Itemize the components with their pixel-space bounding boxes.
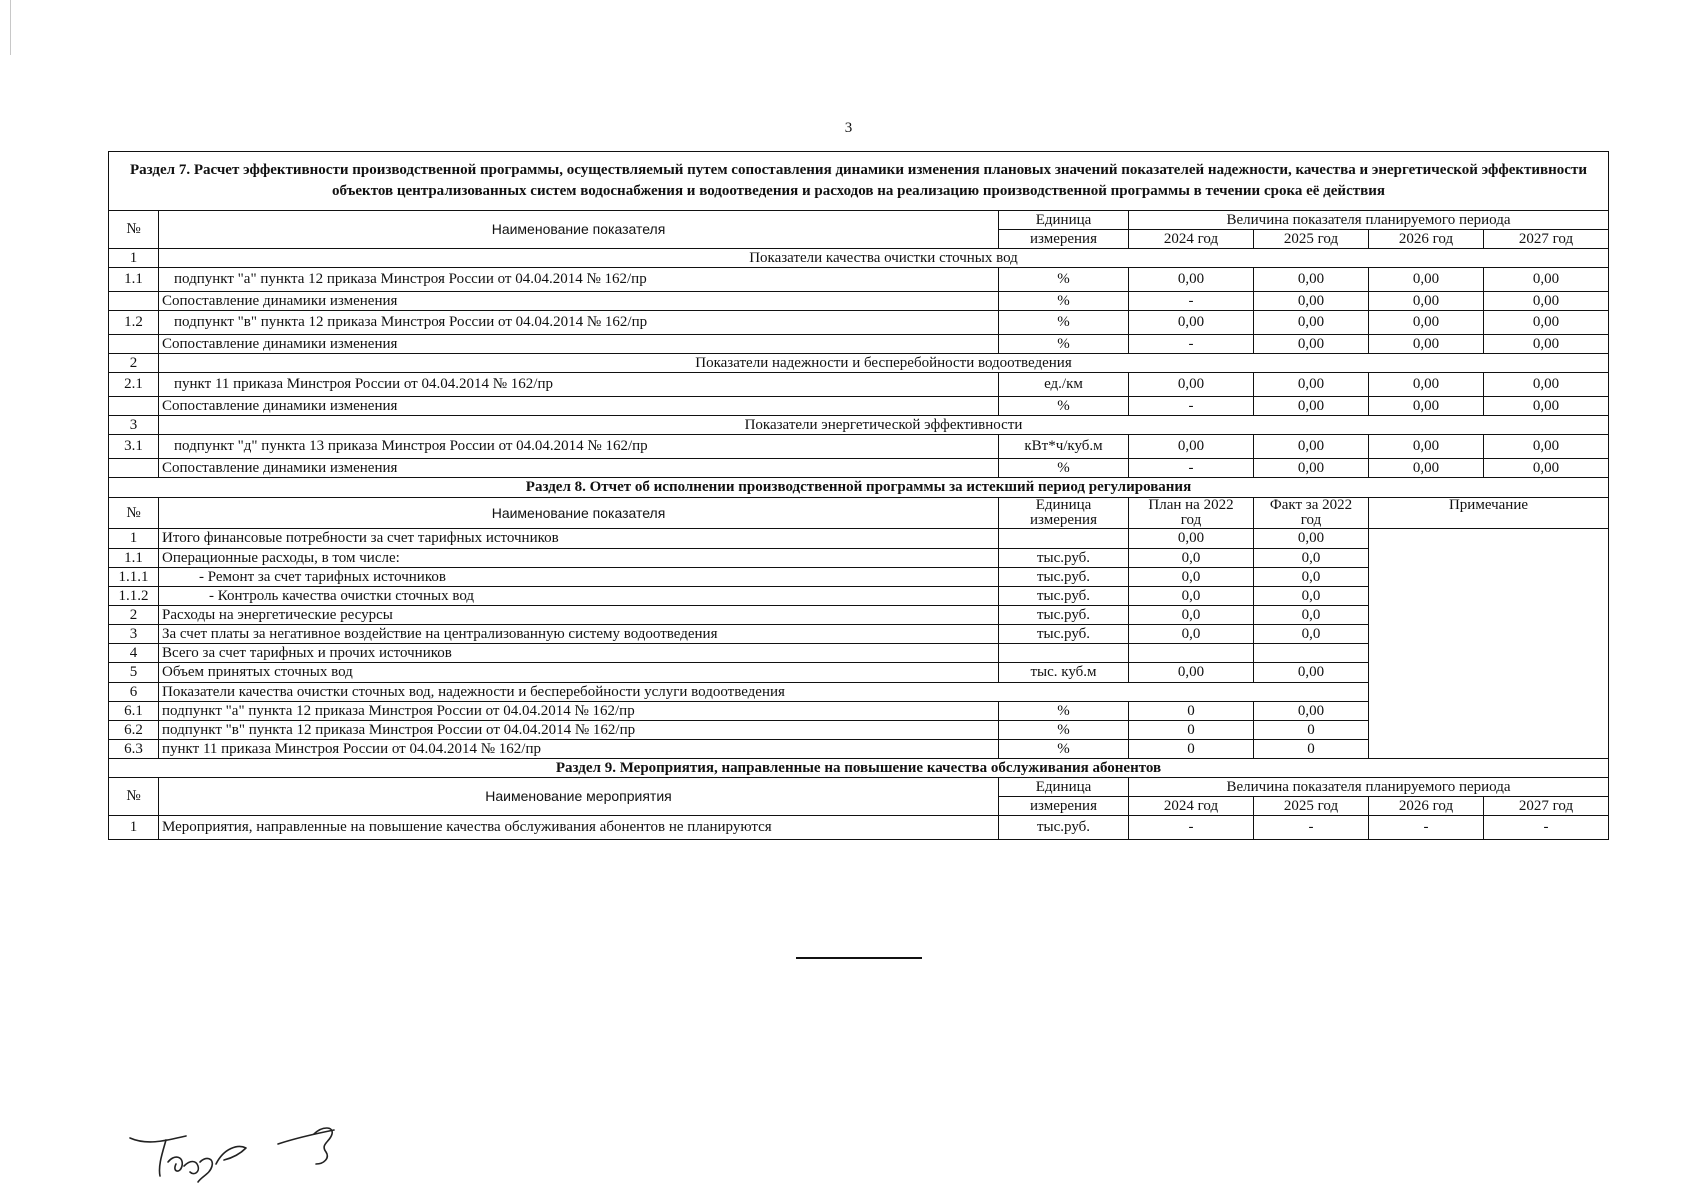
col-period-header: Величина показателя планируемого периода <box>1129 778 1609 797</box>
row-unit: тыс.руб. <box>999 606 1129 625</box>
header-line-1: План на 2022 <box>1148 497 1234 513</box>
row-label: подпункт "а" пункта 12 приказа Минстроя России от 04.04.2014 № 162/пр <box>159 268 999 292</box>
comparison-row <box>109 292 1609 311</box>
row-value: 0,00 <box>1254 292 1369 311</box>
row-value: 0,00 <box>1254 459 1369 478</box>
indicator-row <box>109 435 1609 459</box>
row-label: Показатели качества очистки сточных вод, надежности и бесперебойности услуги водоотведения <box>159 683 1369 702</box>
row-unit: % <box>999 311 1129 335</box>
row-value: - <box>1129 292 1254 311</box>
row-num: 6.2 <box>109 721 159 740</box>
row-fact: 0,00 <box>1254 529 1369 549</box>
year-header: 2027 год <box>1484 797 1609 816</box>
row-value: - <box>1129 459 1254 478</box>
row-label: Сопоставление динамики изменения <box>159 292 999 311</box>
row-plan: 0,0 <box>1129 606 1254 625</box>
row-num: 5 <box>109 663 159 683</box>
row-value: 0,00 <box>1369 373 1484 397</box>
row-unit: % <box>999 268 1129 292</box>
row-num: 3.1 <box>109 435 159 459</box>
report-row <box>109 529 1609 549</box>
row-label: подпункт "а" пункта 12 приказа Минстроя России от 04.04.2014 № 162/пр <box>159 702 999 721</box>
row-label: подпункт "в" пункта 12 приказа Минстроя России от 04.04.2014 № 162/пр <box>159 311 999 335</box>
row-num: 6 <box>109 683 159 702</box>
col-name-header: Наименование показателя <box>159 498 999 529</box>
row-label: Расходы на энергетические ресурсы <box>159 606 999 625</box>
row-num: 3 <box>109 625 159 644</box>
row-num: 3 <box>109 416 159 435</box>
row-value: 0,00 <box>1129 435 1254 459</box>
col-unit-header-line2: измерения <box>999 230 1129 249</box>
row-value: 0,00 <box>1484 292 1609 311</box>
row-unit: тыс.руб. <box>999 568 1129 587</box>
row-label: пункт 11 приказа Минстроя России от 04.04.2014 № 162/пр <box>159 740 999 759</box>
row-value: 0,00 <box>1129 311 1254 335</box>
row-label: пункт 11 приказа Минстроя России от 04.04.2014 № 162/пр <box>159 373 999 397</box>
row-value: 0,00 <box>1484 311 1609 335</box>
row-num <box>109 397 159 416</box>
indicator-row <box>109 373 1609 397</box>
row-value: 0,00 <box>1254 335 1369 354</box>
row-plan: 0,0 <box>1129 549 1254 568</box>
row-value: - <box>1484 816 1609 840</box>
row-value: 0,00 <box>1369 292 1484 311</box>
row-num: 1.1.2 <box>109 587 159 606</box>
group-row <box>109 416 1609 435</box>
section7-title-row <box>109 152 1609 211</box>
row-fact: 0,0 <box>1254 549 1369 568</box>
row-value: 0,00 <box>1369 435 1484 459</box>
row-fact: 0,0 <box>1254 587 1369 606</box>
section7-header-row-1 <box>109 211 1609 230</box>
group-row <box>109 249 1609 268</box>
row-value: 0,00 <box>1254 268 1369 292</box>
row-unit: % <box>999 335 1129 354</box>
comparison-row <box>109 397 1609 416</box>
header-line-2: год <box>1180 512 1202 528</box>
row-value: 0,00 <box>1484 335 1609 354</box>
row-unit <box>999 529 1129 549</box>
section8-title: Раздел 8. Отчет об исполнении производственной программы за истекший период регулирования <box>109 478 1609 498</box>
group-label: Показатели качества очистки сточных вод <box>159 249 1609 268</box>
row-value: 0,00 <box>1484 435 1609 459</box>
col-num-header: № <box>109 778 159 816</box>
row-value: 0,00 <box>1369 335 1484 354</box>
row-unit: % <box>999 721 1129 740</box>
row-unit: тыс.руб. <box>999 587 1129 606</box>
row-value: 0,00 <box>1484 373 1609 397</box>
year-header: 2026 год <box>1369 797 1484 816</box>
measure-row <box>109 816 1609 840</box>
row-label: подпункт "д" пункта 13 приказа Минстроя России от 04.04.2014 № 162/пр <box>159 435 999 459</box>
row-unit: % <box>999 740 1129 759</box>
row-value: 0,00 <box>1369 311 1484 335</box>
indicator-row <box>109 311 1609 335</box>
col-unit-header-line2: измерения <box>999 797 1129 816</box>
header-line-2: измерения <box>1029 512 1097 528</box>
row-label: Сопоставление динамики изменения <box>159 397 999 416</box>
row-value: - <box>1129 397 1254 416</box>
row-unit: тыс. куб.м <box>999 663 1129 683</box>
group-label: Показатели надежности и бесперебойности водоотведения <box>159 354 1609 373</box>
row-num: 2 <box>109 606 159 625</box>
row-num: 4 <box>109 644 159 663</box>
row-label: Объем принятых сточных вод <box>159 663 999 683</box>
year-header: 2025 год <box>1254 797 1369 816</box>
row-value: 0,00 <box>1254 435 1369 459</box>
scan-edge-mark <box>10 0 11 55</box>
row-label: Сопоставление динамики изменения <box>159 335 999 354</box>
end-rule <box>796 957 922 959</box>
row-unit: кВт*ч/куб.м <box>999 435 1129 459</box>
row-value: 0,00 <box>1254 373 1369 397</box>
row-value: 0,00 <box>1484 397 1609 416</box>
row-num: 1.2 <box>109 311 159 335</box>
year-header: 2027 год <box>1484 230 1609 249</box>
row-num: 1.1.1 <box>109 568 159 587</box>
row-fact: 0,00 <box>1254 702 1369 721</box>
row-label: Всего за счет тарифных и прочих источников <box>159 644 999 663</box>
row-num: 6.1 <box>109 702 159 721</box>
row-plan: 0,00 <box>1129 529 1254 549</box>
row-unit: % <box>999 397 1129 416</box>
row-value: - <box>1369 816 1484 840</box>
row-value: 0,00 <box>1369 268 1484 292</box>
section8-title-row <box>109 478 1609 498</box>
col-unit-header-line1: Единица <box>999 778 1129 797</box>
row-fact: 0,00 <box>1254 663 1369 683</box>
row-plan <box>1129 644 1254 663</box>
row-unit: ед./км <box>999 373 1129 397</box>
row-fact: 0,0 <box>1254 568 1369 587</box>
row-label: Сопоставление динамики изменения <box>159 459 999 478</box>
row-unit: тыс.руб. <box>999 625 1129 644</box>
row-value: 0,00 <box>1484 268 1609 292</box>
row-value: 0,00 <box>1129 268 1254 292</box>
row-plan: 0 <box>1129 702 1254 721</box>
row-num <box>109 335 159 354</box>
section8-header-row <box>109 498 1609 529</box>
col-name-header: Наименование мероприятия <box>159 778 999 816</box>
row-value: 0,00 <box>1484 459 1609 478</box>
row-label: Мероприятия, направленные на повышение качества обслуживания абонентов не планируются <box>159 816 999 840</box>
row-unit: тыс.руб. <box>999 816 1129 840</box>
col-name-header: Наименование показателя <box>159 211 999 249</box>
row-num: 1 <box>109 529 159 549</box>
row-value: - <box>1129 816 1254 840</box>
row-unit <box>999 644 1129 663</box>
section7-title: Раздел 7. Расчет эффективности производственной программы, осуществляемый путем сопоставления динамики изменения плановых значений показателей надежности, качества и энергетической эффективности объектов централизованных систем водоснабжения и водоотведения и расходов на реализацию производственной программы в течении срока её действия <box>109 152 1609 211</box>
row-num <box>109 292 159 311</box>
row-label: Итого финансовые потребности за счет тарифных источников <box>159 529 999 549</box>
header-line-1: Единица <box>1035 497 1092 513</box>
row-fact <box>1254 644 1369 663</box>
main-table <box>108 151 1609 840</box>
section9-header-row-1 <box>109 778 1609 797</box>
row-unit: % <box>999 292 1129 311</box>
section9-title-row <box>109 759 1609 778</box>
row-value: 0,00 <box>1129 373 1254 397</box>
header-line-2: год <box>1300 512 1322 528</box>
row-value: 0,00 <box>1254 311 1369 335</box>
col-unit-header-line1: Единица <box>999 211 1129 230</box>
row-label: Операционные расходы, в том числе: <box>159 549 999 568</box>
table-body <box>109 152 1609 840</box>
row-value: 0,00 <box>1254 397 1369 416</box>
row-fact: 0 <box>1254 740 1369 759</box>
indicator-row <box>109 268 1609 292</box>
row-plan: 0,0 <box>1129 587 1254 606</box>
col-plan-header <box>1129 498 1254 529</box>
col-note-header: Примечание <box>1369 498 1609 529</box>
row-plan: 0,00 <box>1129 663 1254 683</box>
row-num: 6.3 <box>109 740 159 759</box>
row-unit: % <box>999 459 1129 478</box>
row-fact: 0,0 <box>1254 606 1369 625</box>
row-value: - <box>1254 816 1369 840</box>
col-period-header: Величина показателя планируемого периода <box>1129 211 1609 230</box>
row-num: 1 <box>109 249 159 268</box>
row-fact: 0 <box>1254 721 1369 740</box>
row-unit: тыс.руб. <box>999 549 1129 568</box>
row-unit: % <box>999 702 1129 721</box>
note-cell <box>1369 529 1609 759</box>
year-header: 2024 год <box>1129 797 1254 816</box>
row-value: 0,00 <box>1369 459 1484 478</box>
row-plan: 0,0 <box>1129 568 1254 587</box>
year-header: 2026 год <box>1369 230 1484 249</box>
group-label: Показатели энергетической эффективности <box>159 416 1609 435</box>
section9-title: Раздел 9. Мероприятия, направленные на повышение качества обслуживания абонентов <box>109 759 1609 778</box>
row-num: 2.1 <box>109 373 159 397</box>
row-plan: 0,0 <box>1129 625 1254 644</box>
row-plan: 0 <box>1129 740 1254 759</box>
col-unit-header <box>999 498 1129 529</box>
row-num: 1.1 <box>109 549 159 568</box>
row-label: - Ремонт за счет тарифных источников <box>159 568 999 587</box>
col-num-header: № <box>109 498 159 529</box>
row-label: подпункт "в" пункта 12 приказа Минстроя России от 04.04.2014 № 162/пр <box>159 721 999 740</box>
comparison-row <box>109 459 1609 478</box>
row-num: 2 <box>109 354 159 373</box>
row-value: 0,00 <box>1369 397 1484 416</box>
row-num: 1 <box>109 816 159 840</box>
year-header: 2025 год <box>1254 230 1369 249</box>
row-num <box>109 459 159 478</box>
row-num: 1.1 <box>109 268 159 292</box>
row-label: - Контроль качества очистки сточных вод <box>159 587 999 606</box>
handwritten-signature <box>128 1118 358 1188</box>
comparison-row <box>109 335 1609 354</box>
col-fact-header <box>1254 498 1369 529</box>
row-value: - <box>1129 335 1254 354</box>
row-fact: 0,0 <box>1254 625 1369 644</box>
row-plan: 0 <box>1129 721 1254 740</box>
row-label: За счет платы за негативное воздействие на централизованную систему водоотведения <box>159 625 999 644</box>
group-row <box>109 354 1609 373</box>
year-header: 2024 год <box>1129 230 1254 249</box>
header-line-1: Факт за 2022 <box>1269 497 1353 513</box>
col-num-header: № <box>109 211 159 249</box>
page-number: 3 <box>844 120 853 136</box>
